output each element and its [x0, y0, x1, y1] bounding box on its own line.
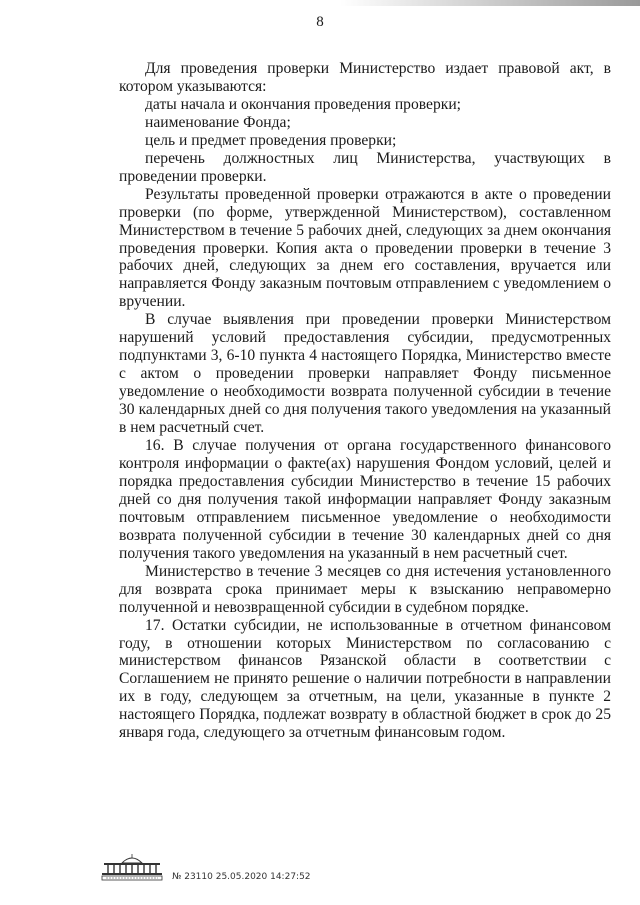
paragraph-violations: В случае выявления при проведении проверки Министерством нарушений условий предоставления субсидии, предусмотренных подпунктами 3, 6-10 пункта 4 настоящего Порядка, Министерство вместе с актом о проведении проверки направляет Фонду письменное уведомление о необходимости возврата полученной субсидии в течение 30 календарных дней со дня получения такого уведомления на указанный в нем расчетный счет.: [119, 311, 611, 437]
paragraph-16: 16. В случае получения от органа государственного финансового контроля информации о факте(ах) нарушения Фондом условий, целей и порядка предоставления субсидии Министерство в течение 15 рабочих дней со дня получения такой информации направляет Фонду заказным почтовым отправлением письменное уведомление о необходимости возврата полученной субсидии в течение 30 календарных дней со дня получения такого уведомления на указанный в нем расчетный счет.: [119, 437, 611, 562]
paragraph-intro: Для проведения проверки Министерство издает правовой акт, в котором указываются:: [119, 60, 611, 95]
page-number: 8: [316, 14, 324, 30]
list-item-dates: даты начала и окончания проведения проверки;: [145, 95, 462, 113]
government-building-icon: [100, 852, 164, 882]
scan-edge-shadow: [340, 0, 640, 6]
list-item-fund-name: наименование Фонда;: [145, 113, 291, 131]
paragraph-17: 17. Остатки субсидии, не использованные в отчетном финансовом году, в отношении которых Министерством по согласованию с министерством финансов Рязанской области в соответствии с Соглашением не принято решение о наличии потребности в направлении их в году, следующем за отчетным, на цели, указанные в пункте 2 настоящего Порядка, подлежат возврату в областной бюджет в срок до 25 января года, следующего за отчетным финансовым годом.: [119, 616, 611, 742]
list-item-officials: перечень должностных лиц Министерства, участвующих в проведении проверки.: [119, 149, 611, 185]
registration-stamp: № 23110 25.05.2020 14:27:52: [172, 872, 311, 882]
document-footer: [100, 852, 400, 892]
paragraph-results: Результаты проведенной проверки отражаются в акте о проведении проверки (по форме, утвержденной Министерством), составленном Министерством в течение 5 рабочих дней, следующих за днем окончания проведения проверки. Копия акта о проведении проверки в течение 3 рабочих дней, следующих за днем его составления, вручается или направляется Фонду заказным почтовым отправлением с уведомлением о вручении.: [119, 185, 611, 311]
list-item-purpose: цель и предмет проведения проверки;: [145, 131, 397, 149]
document-body: [119, 60, 611, 742]
paragraph-recovery: Министерство в течение 3 месяцев со дня истечения установленного для возврата срока принимает меры к взысканию неправомерно полученной и невозвращенной субсидии в судебном порядке.: [119, 562, 611, 616]
